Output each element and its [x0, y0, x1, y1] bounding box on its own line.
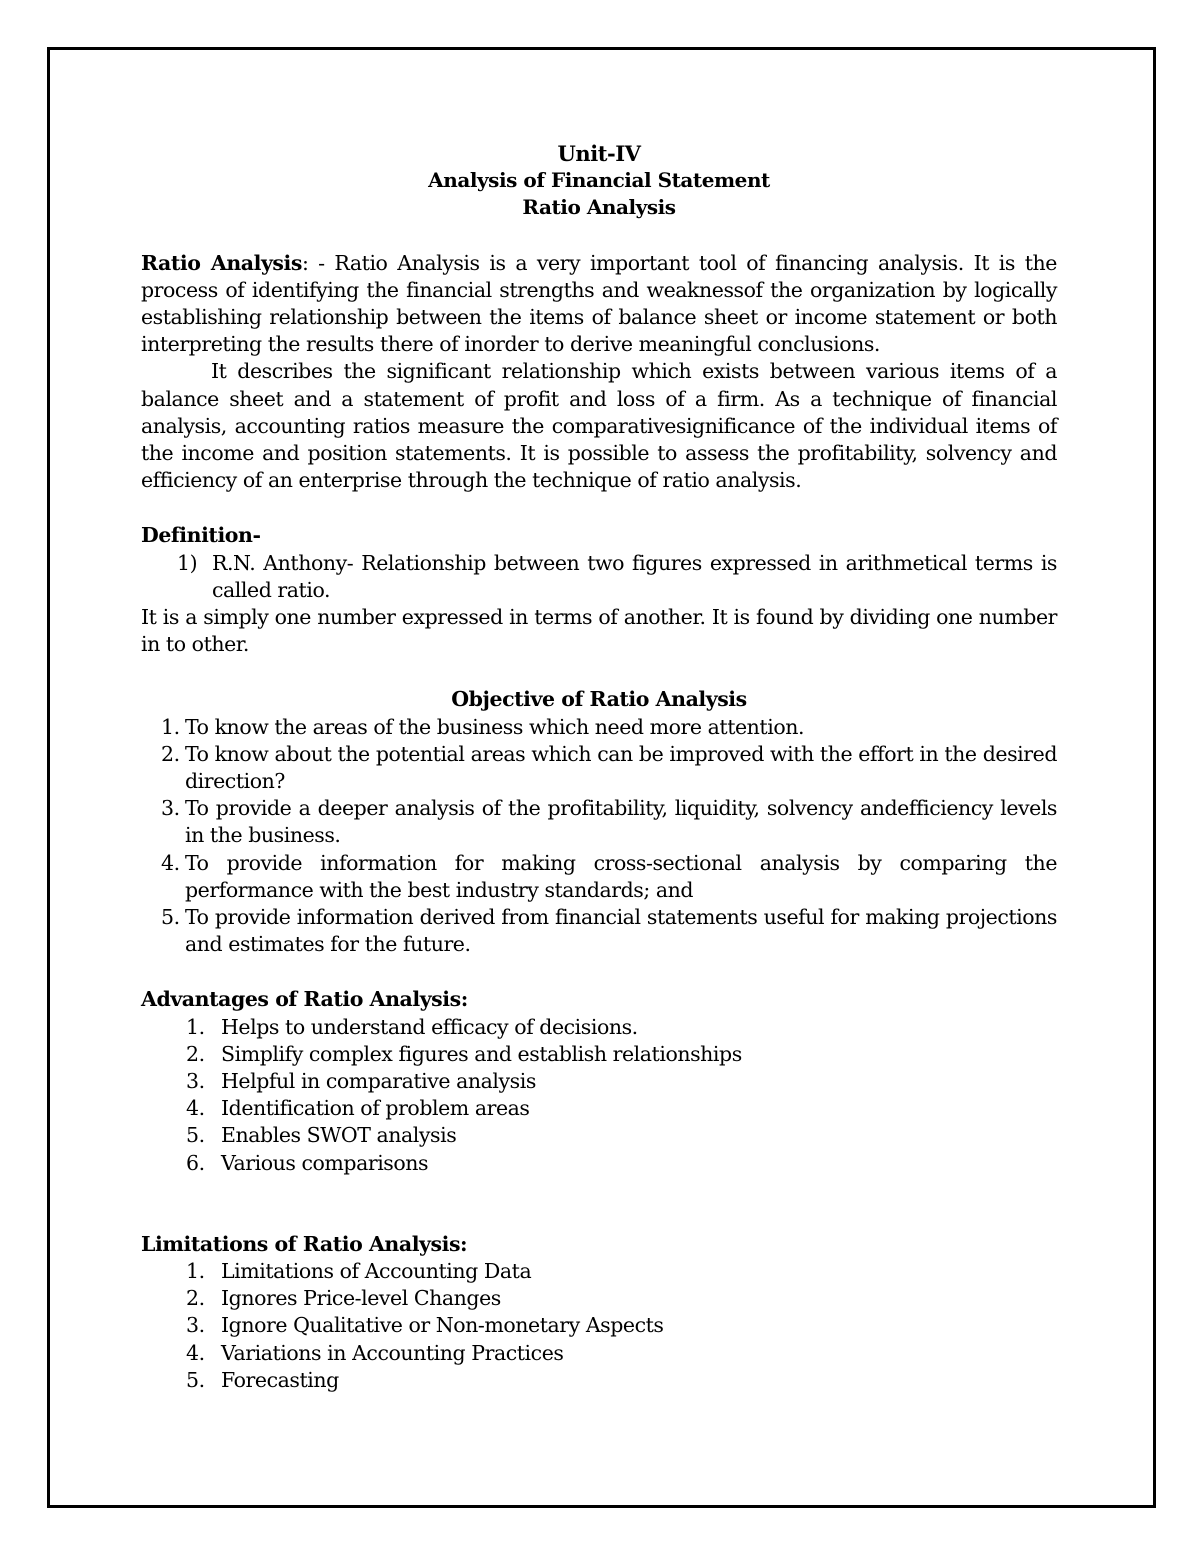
document-subtitle: Ratio Analysis: [522, 195, 676, 220]
list-item: [141, 1122, 1057, 1149]
limitations-list: [141, 1258, 1057, 1394]
list-number: 3.: [161, 796, 180, 821]
list-number: 5.: [161, 905, 180, 930]
document-headings: [141, 140, 1057, 222]
list-text: To provide information derived from financial statements useful for making projections and estimates for the future.: [185, 905, 1057, 957]
unit-heading: Unit-IV: [557, 141, 641, 166]
definition-note: It is a simply one number expressed in terms of another. It is found by dividing one number in to other.: [141, 605, 1057, 657]
list-item: [141, 1258, 1057, 1285]
intro-paragraph: [141, 250, 1057, 359]
list-item: [141, 850, 1057, 904]
list-text: To know about the potential areas which can be improved with the effort in the desired direction?: [185, 741, 1057, 794]
objectives-list: [141, 714, 1057, 959]
list-item: [141, 714, 1057, 741]
limitations-heading: Limitations of Ratio Analysis:: [141, 1231, 468, 1256]
list-item: [141, 904, 1057, 958]
list-number: 5.: [186, 1367, 205, 1392]
list-text: Enables SWOT analysis: [221, 1123, 457, 1148]
list-item: [141, 1041, 1057, 1068]
definition-list: [141, 550, 1057, 604]
list-number: 4.: [161, 850, 180, 875]
list-number: 4.: [186, 1340, 205, 1365]
list-text: Variations in Accounting Practices: [221, 1340, 564, 1365]
list-text: Simplify complex figures and establish relationships: [221, 1041, 742, 1066]
list-number: 2.: [186, 1041, 205, 1066]
intro-term: Ratio Analysis: [141, 250, 302, 275]
list-text: R.N. Anthony- Relationship between two figures expressed in arithmetical terms is called ratio.: [212, 550, 1057, 602]
list-number: 4.: [186, 1096, 205, 1121]
list-text: To know the areas of the business which need more attention.: [185, 714, 805, 739]
list-text: Helps to understand efficacy of decisions.: [221, 1014, 638, 1039]
list-number: 2.: [161, 741, 180, 766]
list-text: Forecasting: [221, 1367, 339, 1392]
intro-paragraph-2: It describes the significant relationship which exists between various items of a balance sheet and a statement of profit and loss of a firm. As a technique of financial analysis, accounting ratios measure the comparativesignificance of the individual items of the income and position statements. It is possible to assess the profitability, solvency and efficiency of an enterprise through the technique of ratio analysis.: [141, 359, 1057, 493]
list-item: [141, 1340, 1057, 1367]
list-number: 1.: [161, 714, 180, 739]
list-item: [141, 741, 1057, 795]
list-item: [141, 1285, 1057, 1312]
list-text: Ignore Qualitative or Non-monetary Aspects: [221, 1313, 664, 1338]
list-number: 3.: [186, 1069, 205, 1094]
advantages-list: [141, 1014, 1057, 1177]
list-item: [141, 550, 1057, 604]
list-item: [141, 1312, 1057, 1339]
intro-text: : - Ratio Analysis is a very important tool of financing analysis. It is the process of identifying the financial strengths and weaknessof the organization by logically establishing relationship between the items of balance sheet or income statement or both interpreting the results there of inorder to derive meaningful conclusions.: [141, 250, 1057, 357]
list-text: Various comparisons: [221, 1150, 429, 1175]
list-number: 3.: [186, 1313, 205, 1338]
list-text: Limitations of Accounting Data: [221, 1259, 532, 1284]
list-number: 5.: [186, 1123, 205, 1148]
list-item: [141, 1150, 1057, 1177]
document-title: Analysis of Financial Statement: [428, 168, 770, 193]
advantages-heading: Advantages of Ratio Analysis:: [141, 987, 468, 1012]
list-text: To provide a deeper analysis of the profitability, liquidity, solvency andefficiency levels in the business.: [185, 796, 1057, 848]
objectives-heading: Objective of Ratio Analysis: [451, 687, 747, 712]
list-text: Identification of problem areas: [221, 1096, 530, 1121]
list-item: [141, 1014, 1057, 1041]
list-item: [141, 1095, 1057, 1122]
list-number: 1.: [186, 1259, 205, 1284]
list-item: [141, 795, 1057, 849]
list-item: [141, 1367, 1057, 1394]
list-number: 2.: [186, 1286, 205, 1311]
list-item: [141, 1068, 1057, 1095]
list-number: 1): [177, 550, 198, 575]
list-number: 1.: [186, 1014, 205, 1039]
list-number: 6.: [186, 1150, 205, 1175]
list-text: To provide information for making cross-sectional analysis by comparing the performance with the best industry standards; and: [185, 850, 1057, 902]
definition-heading: Definition-: [141, 523, 261, 548]
list-text: Helpful in comparative analysis: [221, 1069, 536, 1094]
document-body: [141, 140, 1057, 1394]
list-text: Ignores Price-level Changes: [221, 1286, 501, 1311]
